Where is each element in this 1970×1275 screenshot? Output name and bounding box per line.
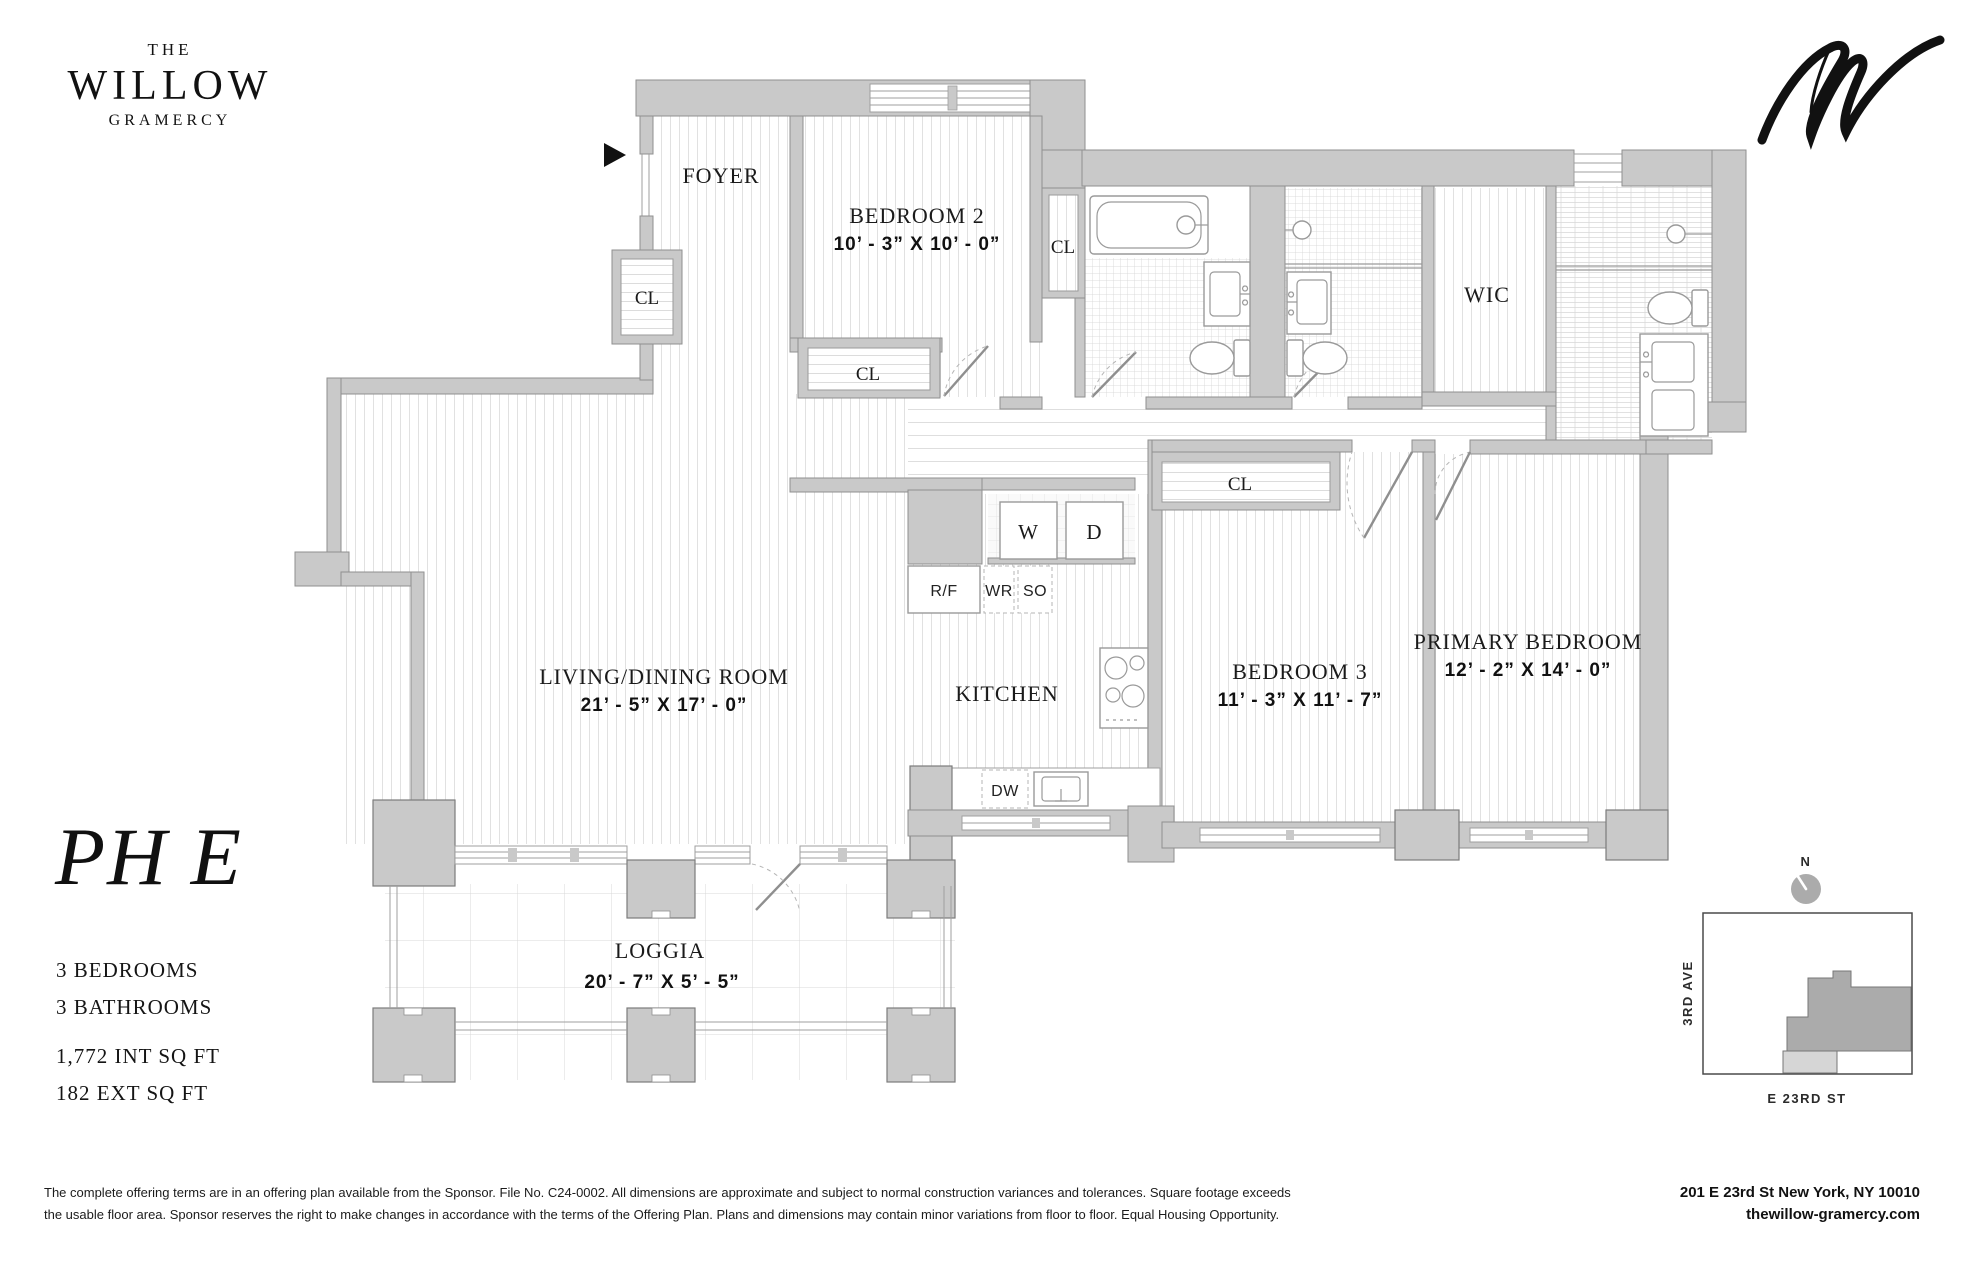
- brand-logo: [40, 40, 300, 130]
- entry-door: [642, 154, 649, 216]
- bath2-vanity: [1287, 272, 1331, 334]
- window-top-right: [1574, 154, 1622, 182]
- wall-living-north: [327, 378, 653, 394]
- label-living: LIVING/DINING ROOM: [539, 664, 789, 689]
- wall-corridor-n1: [1000, 397, 1042, 409]
- wall-wic-south: [1422, 392, 1556, 406]
- wall-foyer-bed2: [790, 116, 803, 340]
- script-w-icon: [1762, 40, 1940, 140]
- wall-primary-north: [1470, 440, 1646, 454]
- logo-the: THE: [147, 40, 193, 59]
- bath1-vanity: [1204, 262, 1250, 326]
- unit-name: PH E: [55, 811, 243, 902]
- wall-foyer-left-c: [640, 344, 653, 380]
- wall-laundry-west: [908, 490, 982, 564]
- unit-int-sqft: 1,772 INT SQ FT: [56, 1044, 220, 1068]
- wall-bed3-north1: [1152, 440, 1352, 452]
- map-street-label: E 23RD ST: [1767, 1091, 1847, 1106]
- label-dryer: D: [1086, 520, 1102, 544]
- wall-foyer-left-b: [640, 216, 653, 250]
- unit-bathrooms: 3 BATHROOMS: [56, 995, 213, 1019]
- label-cl-foyer: CL: [634, 288, 660, 309]
- website-url: thewillow-gramercy.com: [1746, 1206, 1920, 1223]
- disclaimer-line1: The complete offering terms are in an offering plan available from the Sponsor. File No. C24-0002. All dimensions are approximate and subject to normal construction variances and tolerances. Square footage exceeds: [44, 1185, 1291, 1200]
- label-fridge: R/F: [930, 583, 958, 600]
- wall-bed2-east: [1030, 116, 1042, 342]
- column-se: [1606, 810, 1668, 860]
- label-wine-fridge: WR: [985, 583, 1013, 600]
- column-south-mid: [1395, 810, 1459, 860]
- wall-west-lower: [411, 572, 424, 806]
- entry-arrow-icon: [604, 143, 626, 167]
- disclaimer-line2: the usable floor area. Sponsor reserves the right to make changes in accordance with the terms of the Offering Plan. Plans and dimensions may contain minor variations from floor to floor. Equal Housing Opportunity.: [44, 1207, 1280, 1222]
- label-bedroom3: BEDROOM 3: [1232, 659, 1368, 684]
- wall-corridor-n3: [1348, 397, 1422, 409]
- wall-right-primary: [1640, 416, 1668, 850]
- unit-bedrooms: 3 BEDROOMS: [56, 958, 199, 982]
- label-washer: W: [1018, 520, 1038, 544]
- wall-bath-divider: [1250, 186, 1285, 397]
- label-loggia: LOGGIA: [614, 938, 706, 963]
- label-cl-bedroom2: CL: [855, 364, 881, 385]
- site-map: [1703, 913, 1912, 1074]
- compass-north-label: N: [1800, 854, 1812, 869]
- label-cl-bedroom3: CL: [1227, 474, 1253, 495]
- window-kitchen-south: [962, 816, 1110, 830]
- primary-bath-toilet: [1648, 290, 1708, 326]
- label-foyer: FOYER: [682, 163, 760, 188]
- wall-foyer-left-a: [640, 116, 653, 154]
- wall-west-upper: [327, 378, 341, 576]
- street-address: 201 E 23rd St New York, NY 10010: [1679, 1184, 1920, 1201]
- building-footprint-light: [1783, 1051, 1837, 1073]
- logo-gramercy: GRAMERCY: [108, 112, 232, 129]
- wall-bed3-north2: [1412, 440, 1435, 452]
- label-primary: PRIMARY BEDROOM: [1413, 629, 1643, 654]
- wall-bath1-west: [1075, 298, 1085, 397]
- label-bedroom2: BEDROOM 2: [849, 203, 985, 228]
- disclaimer: [44, 1182, 1524, 1226]
- window-bedroom2-top: [870, 84, 1036, 112]
- dims-primary: 12’ - 2” X 14’ - 0”: [1444, 660, 1612, 681]
- label-kitchen: KITCHEN: [955, 681, 1059, 706]
- corridor-east: [1148, 409, 1556, 440]
- room-living-dining: [341, 394, 908, 844]
- label-dishwasher: DW: [991, 783, 1019, 800]
- bath1-tub: [1090, 196, 1208, 254]
- wall-corridor-n2: [1146, 397, 1292, 409]
- label-cl-hall: CL: [1050, 237, 1076, 258]
- label-wic: WIC: [1464, 282, 1510, 307]
- bath2-toilet: [1287, 340, 1347, 376]
- wall-bath2-wic: [1422, 186, 1434, 396]
- wall-laundry-north: [982, 478, 1135, 490]
- unit-facts: [56, 952, 220, 1112]
- dims-loggia: 20’ - 7” X 5’ - 5”: [584, 972, 740, 993]
- contact-block: [1500, 1182, 1920, 1226]
- dims-living: 21’ - 5” X 17’ - 0”: [580, 695, 748, 716]
- kitchen-sink: [1034, 772, 1088, 806]
- window-bedroom3-south: [1200, 828, 1380, 842]
- bath1-toilet: [1190, 340, 1250, 376]
- wall-right-bath-block: [1712, 150, 1746, 420]
- primary-bath-vanity: [1640, 334, 1708, 436]
- wall-top-baths: [1082, 150, 1574, 186]
- north-compass-icon: [1791, 874, 1821, 904]
- window-primary-south: [1470, 828, 1588, 842]
- kitchen-cooktop: [1100, 648, 1148, 728]
- dims-bedroom2: 10’ - 3” X 10’ - 0”: [833, 234, 1001, 255]
- map-avenue-label: 3RD AVE: [1680, 960, 1695, 1026]
- dims-bedroom3: 11’ - 3” X 11’ - 7”: [1217, 690, 1383, 711]
- unit-ext-sqft: 182 EXT SQ FT: [56, 1081, 209, 1105]
- logo-willow: WILLOW: [67, 63, 273, 109]
- label-speed-oven: SO: [1022, 583, 1048, 600]
- column-sw: [373, 800, 455, 886]
